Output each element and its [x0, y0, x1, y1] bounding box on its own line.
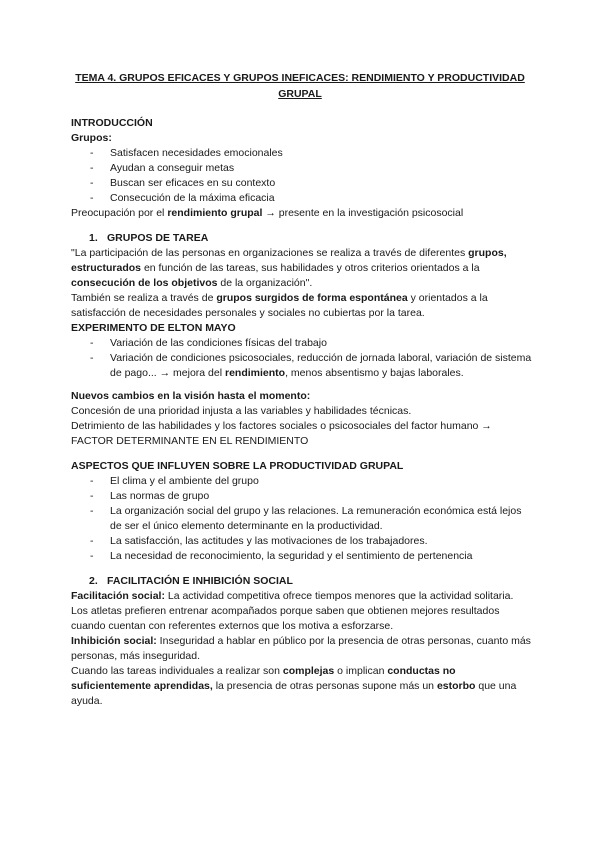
list-item: - La necesidad de reconocimiento, la seguridad y el sentimiento de pertenencia	[71, 549, 533, 564]
intro-paragraph: Preocupación por el rendimiento grupal → presente en la investigación psicosocial	[71, 207, 464, 219]
facilitation-paragraph: Facilitación social: La actividad competitiva ofrece tiempos menores que la actividad solitaria.	[71, 590, 514, 602]
section-1-heading: 1. GRUPOS DE TAREA	[89, 232, 209, 244]
athletes-paragraph: Los atletas prefieren entrenar acompañados porque saben que obtienen mejores resultados cuando cuentan con referentes externos que los motiva a esforzarse.	[71, 605, 500, 632]
experiment-heading: EXPERIMENTO DE ELTON MAYO	[71, 322, 236, 334]
list-item: - Buscan ser eficaces en su contexto	[71, 176, 533, 191]
intro-heading: INTRODUCCIÓN	[71, 117, 153, 129]
section-1-paragraph-1: "La participación de las personas en organizaciones se realiza a través de diferentes grupos, estructurados en función de las tareas, sus habilidades y otros criterios orientados a la consecución de los objetivos de la organización".	[71, 247, 507, 289]
list-item: - La organización social del grupo y las relaciones. La remuneración económica está lejos de ser el único elemento determinante en la productividad.	[71, 504, 533, 534]
section-1-paragraph-2: También se realiza a través de grupos surgidos de forma espontánea y orientados a la satisfacción de necesidades personales y sociales no cubiertas por la tarea.	[71, 292, 488, 319]
document-body	[71, 116, 533, 709]
section-number: 1.	[89, 232, 98, 244]
list-item: - Las normas de grupo	[71, 489, 533, 504]
new-changes-paragraph-2: Detrimiento de las habilidades y los factores sociales o psicosociales del factor humano → FACTOR DETERMINANTE EN EL RENDIMIENTO	[71, 420, 492, 447]
list-item: - Consecución de la máxima eficacia	[71, 191, 533, 206]
list-item: - Variación de condiciones psicosociales, reducción de jornada laboral, variación de sistema de pago... → mejora del rendimiento, menos absentismo y bajas laborales.	[71, 351, 533, 381]
section-2-heading: 2. FACILITACIÓN E INHIBICIÓN SOCIAL	[89, 575, 293, 587]
aspects-list	[71, 474, 533, 564]
inhibition-paragraph: Inhibición social: Inseguridad a hablar en público por la presencia de otras personas, cuanto más personas, más inseguridad.	[71, 635, 531, 662]
experiment-list	[71, 336, 533, 381]
complex-tasks-paragraph: Cuando las tareas individuales a realizar son complejas o implican conductas no suficientemente aprendidas, la presencia de otras personas supone más un estorbo que una ayuda.	[71, 665, 517, 707]
document-title: TEMA 4. GRUPOS EFICACES Y GRUPOS INEFICACES: RENDIMIENTO Y PRODUCTIVIDAD GRUPAL	[75, 72, 525, 100]
new-changes-heading: Nuevos cambios en la visión hasta el momento:	[71, 390, 311, 402]
list-item: - Variación de las condiciones físicas del trabajo	[71, 336, 533, 351]
aspects-heading: ASPECTOS QUE INFLUYEN SOBRE LA PRODUCTIVIDAD GRUPAL	[71, 460, 404, 472]
intro-list	[71, 146, 533, 206]
new-changes-paragraph-1: Concesión de una prioridad injusta a las variables y habilidades técnicas.	[71, 405, 412, 417]
list-item: - El clima y el ambiente del grupo	[71, 474, 533, 489]
intro-subheading: Grupos:	[71, 132, 112, 144]
list-item: - La satisfacción, las actitudes y las motivaciones de los trabajadores.	[71, 534, 533, 549]
list-item: - Ayudan a conseguir metas	[71, 161, 533, 176]
section-number: 2.	[89, 575, 98, 587]
list-item: - Satisfacen necesidades emocionales	[71, 146, 533, 161]
